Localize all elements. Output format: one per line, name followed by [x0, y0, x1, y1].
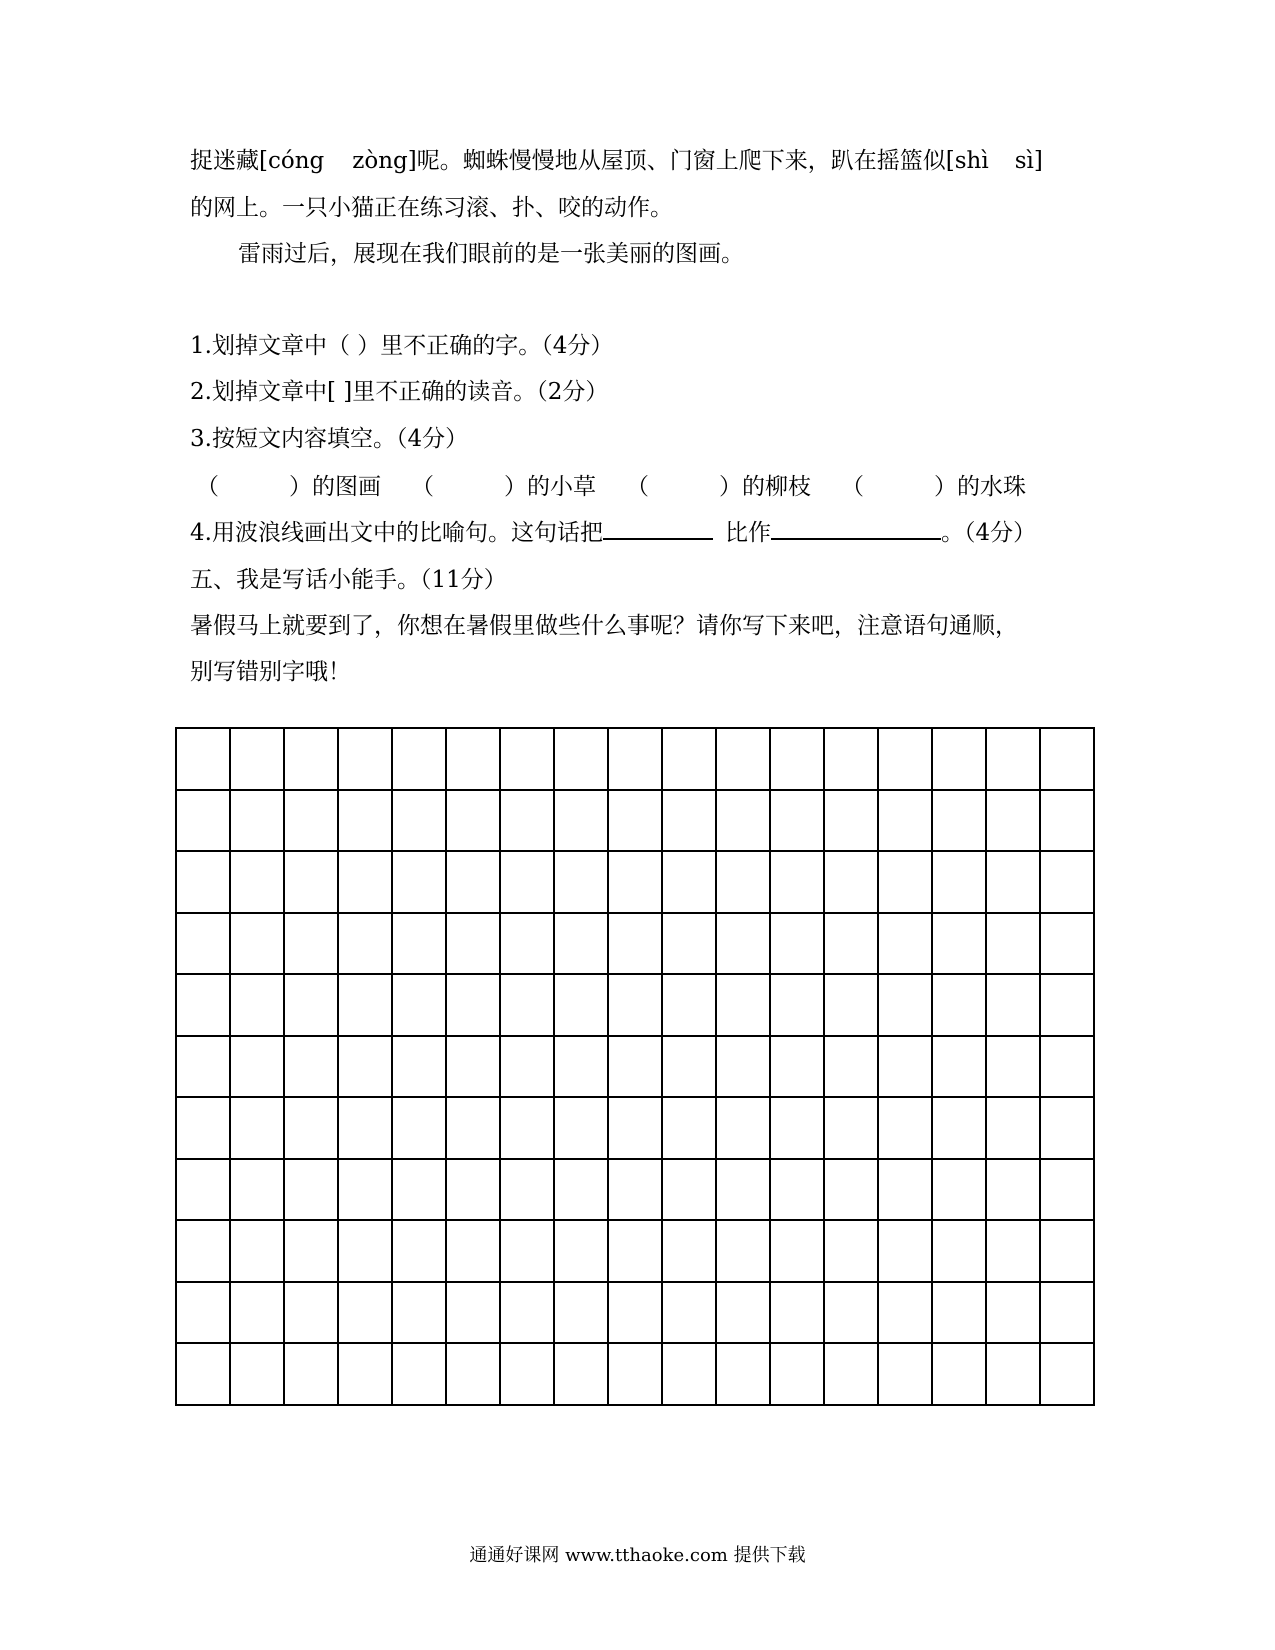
grid-cell[interactable] — [447, 1160, 501, 1222]
grid-cell[interactable] — [987, 1283, 1041, 1345]
grid-cell[interactable] — [879, 914, 933, 976]
grid-cell[interactable] — [663, 791, 717, 853]
grid-cell[interactable] — [717, 975, 771, 1037]
question-1: 1.划掉文章中（ ）里不正确的字。（4分） — [190, 333, 614, 359]
grid-cell[interactable] — [339, 852, 393, 914]
grid-cell[interactable] — [231, 1037, 285, 1099]
grid-cell[interactable] — [393, 914, 447, 976]
grid-cell[interactable] — [1041, 1098, 1095, 1160]
grid-cell[interactable] — [447, 1283, 501, 1345]
grid-cell[interactable] — [879, 1283, 933, 1345]
grid-cell[interactable] — [933, 1098, 987, 1160]
grid-cell[interactable] — [825, 852, 879, 914]
grid-cell[interactable] — [879, 729, 933, 791]
pinyin-option: zòng — [352, 148, 408, 174]
section-5-title: 五、我是写话小能手。（11分） — [190, 567, 507, 593]
grid-cell[interactable] — [339, 1098, 393, 1160]
grid-cell[interactable] — [609, 729, 663, 791]
grid-cell[interactable] — [609, 914, 663, 976]
grid-cell[interactable] — [771, 1221, 825, 1283]
grid-cell[interactable] — [501, 975, 555, 1037]
grid-cell[interactable] — [933, 914, 987, 976]
grid-cell[interactable] — [609, 1221, 663, 1283]
grid-cell[interactable] — [285, 1283, 339, 1345]
grid-cell[interactable] — [879, 1037, 933, 1099]
footer-credit: 通通好课网 www.tthaoke.com 提供下载 — [469, 1545, 806, 1566]
grid-cell[interactable] — [177, 914, 231, 976]
grid-cell[interactable] — [825, 1221, 879, 1283]
section-5-prompt-line-2: 别写错别字哦！ — [190, 659, 351, 685]
grid-cell[interactable] — [771, 1098, 825, 1160]
grid-cell[interactable] — [879, 1098, 933, 1160]
grid-cell[interactable] — [771, 1160, 825, 1222]
grid-cell[interactable] — [663, 1037, 717, 1099]
fill-label-waterdrop: ）的水珠 — [934, 474, 1026, 500]
grid-cell[interactable] — [609, 791, 663, 853]
grid-cell[interactable] — [717, 1160, 771, 1222]
grid-cell[interactable] — [285, 1221, 339, 1283]
grid-cell[interactable] — [987, 729, 1041, 791]
grid-cell[interactable] — [231, 1221, 285, 1283]
grid-cell[interactable] — [987, 852, 1041, 914]
pinyin-option: sì — [1014, 148, 1034, 174]
answer-blank-1[interactable] — [603, 518, 713, 540]
grid-cell[interactable] — [609, 1098, 663, 1160]
grid-cell[interactable] — [501, 729, 555, 791]
grid-cell[interactable] — [177, 975, 231, 1037]
grid-cell[interactable] — [987, 975, 1041, 1037]
grid-cell[interactable] — [663, 914, 717, 976]
grid-cell[interactable] — [771, 852, 825, 914]
grid-cell[interactable] — [177, 1221, 231, 1283]
grid-cell[interactable] — [393, 852, 447, 914]
fill-label-willow: ）的柳枝 — [719, 474, 811, 500]
grid-cell[interactable] — [771, 975, 825, 1037]
grid-cell[interactable] — [825, 975, 879, 1037]
grid-cell[interactable] — [447, 1037, 501, 1099]
grid-cell[interactable] — [501, 852, 555, 914]
grid-cell[interactable] — [393, 1160, 447, 1222]
grid-cell[interactable] — [555, 1221, 609, 1283]
grid-cell[interactable] — [177, 1160, 231, 1222]
grid-cell[interactable] — [879, 791, 933, 853]
grid-cell[interactable] — [339, 1221, 393, 1283]
grid-cell[interactable] — [177, 729, 231, 791]
grid-cell[interactable] — [339, 729, 393, 791]
grid-cell[interactable] — [663, 1221, 717, 1283]
grid-cell[interactable] — [825, 1283, 879, 1345]
grid-cell[interactable] — [339, 1344, 393, 1406]
grid-cell[interactable] — [825, 1037, 879, 1099]
grid-cell[interactable] — [555, 852, 609, 914]
grid-cell[interactable] — [231, 729, 285, 791]
grid-cell[interactable] — [231, 1283, 285, 1345]
grid-cell[interactable] — [879, 975, 933, 1037]
grid-cell[interactable] — [393, 975, 447, 1037]
grid-cell[interactable] — [609, 852, 663, 914]
grid-cell[interactable] — [285, 729, 339, 791]
grid-cell[interactable] — [1041, 914, 1095, 976]
grid-cell[interactable] — [393, 791, 447, 853]
grid-cell[interactable] — [339, 975, 393, 1037]
grid-cell[interactable] — [987, 1221, 1041, 1283]
grid-cell[interactable] — [771, 1037, 825, 1099]
grid-cell[interactable] — [609, 1344, 663, 1406]
grid-cell[interactable] — [717, 1283, 771, 1345]
fill-blank-open: （ — [411, 474, 434, 500]
grid-cell[interactable] — [393, 1037, 447, 1099]
grid-cell[interactable] — [555, 729, 609, 791]
grid-cell[interactable] — [1041, 1160, 1095, 1222]
passage-line-3: 雷雨过后，展现在我们眼前的是一张美丽的图画。 — [238, 241, 744, 267]
grid-cell[interactable] — [1041, 791, 1095, 853]
answer-blank-2[interactable] — [771, 518, 941, 540]
pinyin-option: cóng — [267, 148, 325, 174]
grid-cell[interactable] — [231, 791, 285, 853]
grid-cell[interactable] — [663, 729, 717, 791]
grid-cell[interactable] — [393, 1283, 447, 1345]
grid-cell[interactable] — [987, 791, 1041, 853]
grid-cell[interactable] — [1041, 975, 1095, 1037]
grid-cell[interactable] — [501, 791, 555, 853]
grid-cell[interactable] — [501, 1098, 555, 1160]
grid-cell[interactable] — [501, 914, 555, 976]
grid-cell[interactable] — [609, 1037, 663, 1099]
grid-cell[interactable] — [177, 1344, 231, 1406]
grid-cell[interactable] — [879, 1221, 933, 1283]
grid-cell[interactable] — [501, 1160, 555, 1222]
grid-cell[interactable] — [231, 852, 285, 914]
grid-cell[interactable] — [231, 914, 285, 976]
grid-cell[interactable] — [771, 729, 825, 791]
grid-cell[interactable] — [609, 1160, 663, 1222]
grid-cell[interactable] — [339, 1160, 393, 1222]
grid-cell[interactable] — [1041, 729, 1095, 791]
grid-cell[interactable] — [717, 1344, 771, 1406]
grid-cell[interactable] — [717, 1037, 771, 1099]
grid-cell[interactable] — [447, 914, 501, 976]
grid-cell[interactable] — [447, 975, 501, 1037]
grid-cell[interactable] — [825, 1160, 879, 1222]
grid-cell[interactable] — [177, 791, 231, 853]
grid-cell[interactable] — [717, 729, 771, 791]
grid-cell[interactable] — [1041, 1221, 1095, 1283]
grid-cell[interactable] — [933, 975, 987, 1037]
grid-cell[interactable] — [339, 1037, 393, 1099]
question-2: 2.划掉文章中[ ]里不正确的读音。（2分） — [190, 379, 609, 405]
grid-cell[interactable] — [771, 914, 825, 976]
grid-cell[interactable] — [231, 1160, 285, 1222]
grid-cell[interactable] — [1041, 1283, 1095, 1345]
grid-cell[interactable] — [933, 791, 987, 853]
grid-cell[interactable] — [663, 852, 717, 914]
grid-cell[interactable] — [447, 1344, 501, 1406]
grid-cell[interactable] — [501, 1283, 555, 1345]
grid-cell[interactable] — [987, 1098, 1041, 1160]
grid-cell[interactable] — [393, 1344, 447, 1406]
grid-cell[interactable] — [555, 1098, 609, 1160]
grid-cell[interactable] — [555, 1037, 609, 1099]
grid-cell[interactable] — [177, 1283, 231, 1345]
fill-blank-open: （ — [626, 474, 649, 500]
grid-cell[interactable] — [555, 975, 609, 1037]
grid-cell[interactable] — [663, 1283, 717, 1345]
grid-cell[interactable] — [231, 975, 285, 1037]
grid-cell[interactable] — [447, 729, 501, 791]
pinyin-option: shì — [954, 148, 989, 174]
grid-cell[interactable] — [933, 1221, 987, 1283]
grid-cell[interactable] — [717, 852, 771, 914]
grid-cell[interactable] — [393, 1221, 447, 1283]
grid-cell[interactable] — [501, 1344, 555, 1406]
grid-cell[interactable] — [717, 1098, 771, 1160]
grid-cell[interactable] — [285, 1037, 339, 1099]
grid-cell[interactable] — [825, 1098, 879, 1160]
grid-cell[interactable] — [609, 1283, 663, 1345]
grid-cell[interactable] — [825, 914, 879, 976]
fill-blank-open: （ — [196, 474, 219, 500]
grid-cell[interactable] — [1041, 1344, 1095, 1406]
grid-cell[interactable] — [933, 1283, 987, 1345]
grid-cell[interactable] — [771, 1344, 825, 1406]
grid-cell[interactable] — [285, 975, 339, 1037]
grid-cell[interactable] — [933, 1160, 987, 1222]
grid-cell[interactable] — [663, 1098, 717, 1160]
writing-grid[interactable] — [175, 727, 1095, 1406]
grid-cell[interactable] — [1041, 852, 1095, 914]
grid-cell[interactable] — [339, 1283, 393, 1345]
grid-cell[interactable] — [285, 791, 339, 853]
grid-cell[interactable] — [825, 729, 879, 791]
grid-cell[interactable] — [933, 1037, 987, 1099]
grid-cell[interactable] — [231, 1098, 285, 1160]
grid-cell[interactable] — [663, 1344, 717, 1406]
grid-cell[interactable] — [285, 1098, 339, 1160]
grid-cell[interactable] — [285, 852, 339, 914]
grid-cell[interactable] — [717, 1221, 771, 1283]
grid-cell[interactable] — [555, 1344, 609, 1406]
grid-cell[interactable] — [663, 1160, 717, 1222]
grid-cell[interactable] — [663, 975, 717, 1037]
grid-cell[interactable] — [501, 1037, 555, 1099]
fill-blank-open: （ — [841, 474, 864, 500]
grid-cell[interactable] — [231, 1344, 285, 1406]
grid-cell[interactable] — [339, 914, 393, 976]
grid-cell[interactable] — [501, 1221, 555, 1283]
grid-cell[interactable] — [555, 791, 609, 853]
grid-cell[interactable] — [933, 1344, 987, 1406]
grid-cell[interactable] — [177, 1098, 231, 1160]
grid-cell[interactable] — [825, 791, 879, 853]
grid-cell[interactable] — [447, 791, 501, 853]
grid-cell[interactable] — [285, 1160, 339, 1222]
grid-cell[interactable] — [285, 914, 339, 976]
grid-cell[interactable] — [987, 1037, 1041, 1099]
grid-cell[interactable] — [285, 1344, 339, 1406]
grid-cell[interactable] — [987, 914, 1041, 976]
grid-cell[interactable] — [717, 791, 771, 853]
grid-cell[interactable] — [987, 1344, 1041, 1406]
question-3-fill-line — [196, 471, 1026, 503]
grid-cell[interactable] — [933, 852, 987, 914]
grid-cell[interactable] — [393, 1098, 447, 1160]
grid-cell[interactable] — [879, 1344, 933, 1406]
grid-cell[interactable] — [609, 975, 663, 1037]
grid-cell[interactable] — [447, 1221, 501, 1283]
grid-cell[interactable] — [177, 1037, 231, 1099]
fill-label-picture: ）的图画 — [289, 474, 381, 500]
grid-cell[interactable] — [447, 852, 501, 914]
grid-cell[interactable] — [447, 1098, 501, 1160]
grid-cell[interactable] — [879, 1160, 933, 1222]
question-4: 4.用波浪线画出文中的比喻句。这句话把 比作 。（4分） — [190, 520, 1037, 546]
passage-line-1: 捉迷藏[cóng zòng]呢。蜘蛛慢慢地从屋顶、门窗上爬下来，趴在摇篮似[shì sì] — [190, 148, 1043, 174]
grid-cell[interactable] — [879, 852, 933, 914]
grid-cell[interactable] — [555, 914, 609, 976]
grid-cell[interactable] — [771, 1283, 825, 1345]
grid-cell[interactable] — [555, 1160, 609, 1222]
grid-cell[interactable] — [825, 1344, 879, 1406]
passage-line-2: 的网上。一只小猫正在练习滚、扑、咬的动作。 — [190, 195, 673, 221]
grid-cell[interactable] — [987, 1160, 1041, 1222]
grid-cell[interactable] — [933, 729, 987, 791]
grid-cell[interactable] — [717, 914, 771, 976]
grid-cell[interactable] — [393, 729, 447, 791]
grid-cell[interactable] — [771, 791, 825, 853]
question-3: 3.按短文内容填空。（4分） — [190, 426, 469, 452]
grid-cell[interactable] — [177, 852, 231, 914]
grid-cell[interactable] — [555, 1283, 609, 1345]
fill-label-grass: ）的小草 — [504, 474, 596, 500]
grid-cell[interactable] — [339, 791, 393, 853]
section-5-prompt-line-1: 暑假马上就要到了，你想在暑假里做些什么事呢？请你写下来吧，注意语句通顺， — [190, 613, 1018, 639]
grid-cell[interactable] — [1041, 1037, 1095, 1099]
